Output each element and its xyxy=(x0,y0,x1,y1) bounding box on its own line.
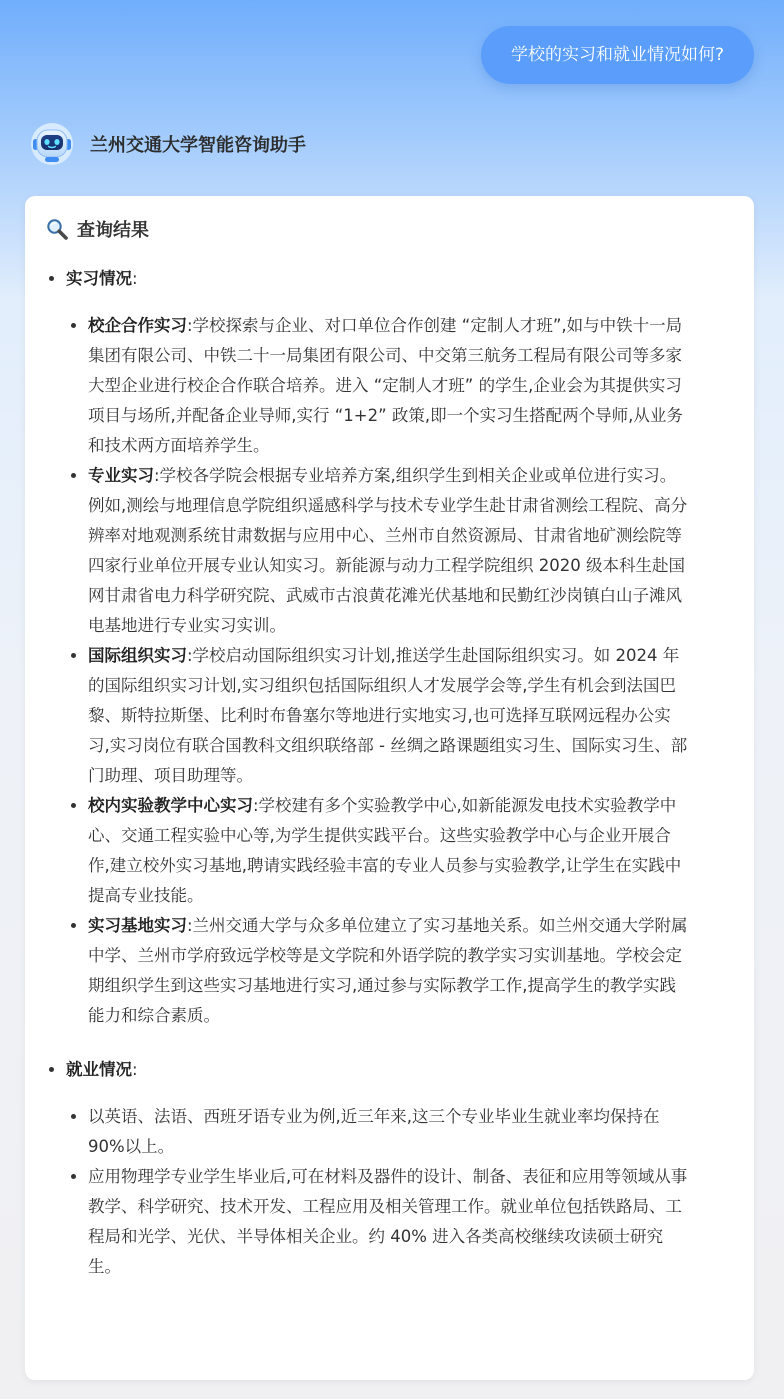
list-item xyxy=(88,311,690,461)
result-sections xyxy=(45,264,734,1282)
section-heading-label: 就业情况 xyxy=(66,1060,132,1079)
list-item xyxy=(88,1162,690,1282)
section-heading-suffix: : xyxy=(132,269,138,288)
list-item xyxy=(88,911,690,1031)
list-item xyxy=(88,791,690,911)
user-message-text: 学校的实习和就业情况如何? xyxy=(510,45,724,65)
result-card xyxy=(25,196,754,1380)
item-text: :学校建有多个实验教学中心,如新能源发电技术实验教学中心、交通工程实验中心等,为学生提供实践平台。这些实验教学中心与企业开展合作,建立校外实习基地,聘请实践经验丰富的专业人员参与实验教学,让学生在实践中提高专业技能。 xyxy=(88,796,682,905)
assistant-name: 兰州交通大学智能咨询助手 xyxy=(90,135,306,156)
employment-list xyxy=(66,1102,690,1282)
item-term: 国际组织实习 xyxy=(88,646,187,665)
item-text: :兰州交通大学与众多单位建立了实习基地关系。如兰州交通大学附属中学、兰州市学府致远学校等是文学院和外语学院的教学实习实训基地。学校会定期组织学生到这些实习基地进行实习,通过参与实际教学工作,提高学生的教学实践能力和综合素质。 xyxy=(88,916,688,1025)
user-message-bubble xyxy=(481,26,754,84)
section-heading-label: 实习情况 xyxy=(66,269,132,288)
item-term: 校内实验教学中心实习 xyxy=(88,796,253,815)
item-text: :学校探索与企业、对口单位合作创建 “定制人才班”,如与中铁十一局集团有限公司、中铁二十一局集团有限公司、中交第三航务工程局有限公司等多家大型企业进行校企合作联合培养。进入 “定制人才班” 的学生,企业会为其提供实习项目与场所,并配备企业导师,实行 “1+2” 政策,即一个实习生搭配两个导师,从业务和技术两方面培养学生。 xyxy=(88,316,683,455)
section-heading xyxy=(66,264,734,294)
assistant-header xyxy=(30,122,306,166)
robot-icon xyxy=(30,122,74,166)
item-term: 实习基地实习 xyxy=(88,916,187,935)
section-heading xyxy=(66,1055,734,1085)
list-item xyxy=(88,461,690,641)
magnifier-icon xyxy=(45,217,69,241)
section-heading-suffix: : xyxy=(132,1060,138,1079)
card-title-text: 查询结果 xyxy=(77,220,149,241)
item-term: 专业实习 xyxy=(88,466,154,485)
card-title xyxy=(45,214,734,244)
list-item xyxy=(88,641,690,791)
item-text: 应用物理学专业学生毕业后,可在材料及器件的设计、制备、表征和应用等领域从事教学、科学研究、技术开发、工程应用及相关管理工作。就业单位包括铁路局、工程局和光学、光伏、半导体相关企业。约 40% 进入各类高校继续攻读硕士研究生。 xyxy=(88,1167,688,1276)
list-item xyxy=(88,1102,690,1162)
item-text: :学校各学院会根据专业培养方案,组织学生到相关企业或单位进行实习。例如,测绘与地理信息学院组织遥感科学与技术专业学生赴甘肃省测绘工程院、高分辨率对地观测系统甘肃数据与应用中心、兰州市自然资源局、甘肃省地矿测绘院等四家行业单位开展专业认知实习。新能源与动力工程学院组织 2020 级本科生赴国网甘肃省电力科学研究院、武威市古浪黄花滩光伏基地和民勤红沙岗镇白山子滩风电基地进行专业实习实训。 xyxy=(88,466,688,635)
item-term: 校企合作实习 xyxy=(88,316,187,335)
item-text: 以英语、法语、西班牙语专业为例,近三年来,这三个专业毕业生就业率均保持在90%以上。 xyxy=(88,1107,660,1156)
section-internship xyxy=(66,264,734,1031)
internship-list xyxy=(66,311,690,1031)
section-employment xyxy=(66,1055,734,1282)
item-text: :学校启动国际组织实习计划,推送学生赴国际组织实习。如 2024 年的国际组织实习计划,实习组织包括国际组织人才发展学会等,学生有机会到法国巴黎、斯特拉斯堡、比利时布鲁塞尔等地进行实地实习,也可选择互联网远程办公实习,实习岗位有联合国教科文组织联络部 - 丝绸之路课题组实习生、国际实习生、部门助理、项目助理等。 xyxy=(88,646,688,785)
